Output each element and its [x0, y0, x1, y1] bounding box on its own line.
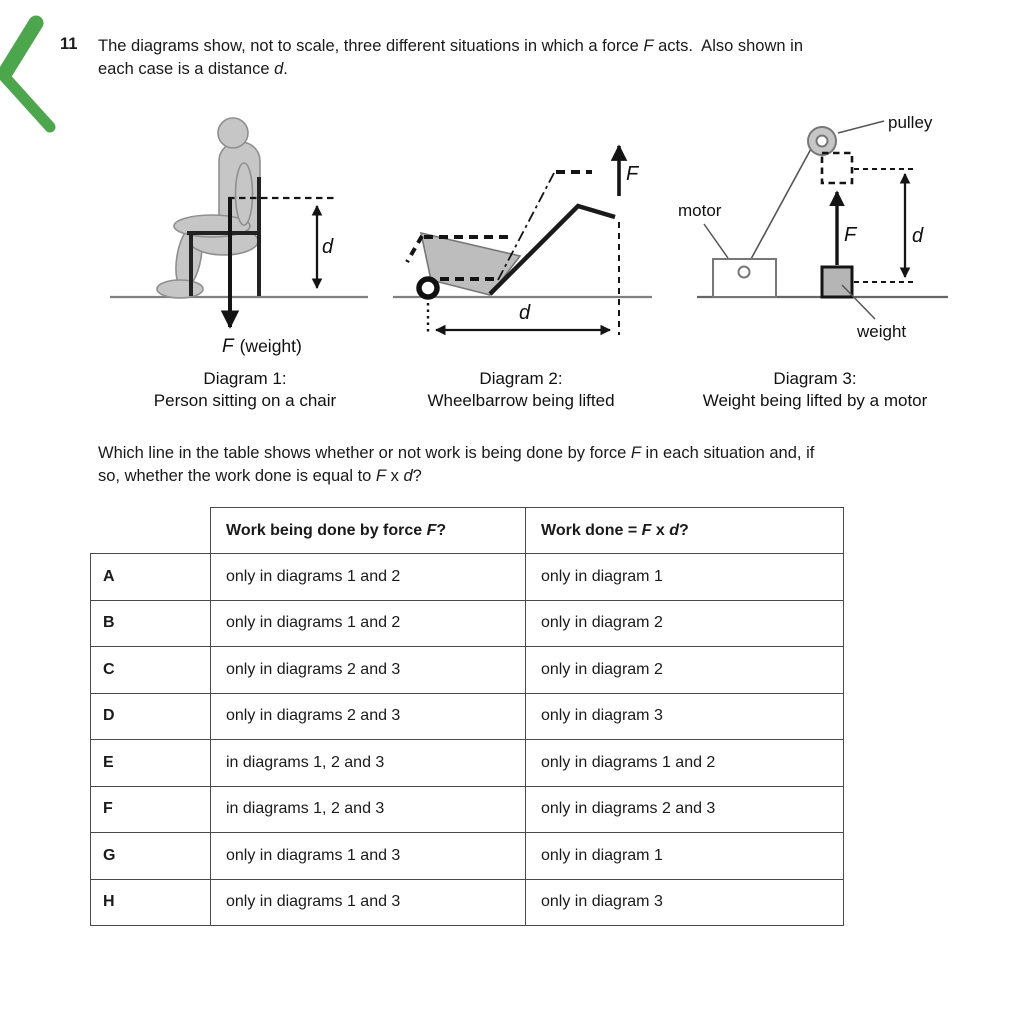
- pulley-axle: [817, 136, 828, 147]
- work-by-f-cell: only in diagrams 2 and 3: [211, 693, 526, 740]
- weight-final-position-dashed-box: [822, 153, 852, 183]
- work-by-f-cell: in diagrams 1, 2 and 3: [211, 740, 526, 787]
- distance-label-d1: d: [322, 236, 334, 258]
- option-letter: C: [91, 647, 211, 694]
- prompt-text: in each situation and, if: [640, 444, 815, 462]
- work-fxd-cell: only in diagram 1: [526, 833, 844, 880]
- pulley-leader-line: [838, 121, 884, 133]
- motor-leader-line: [704, 224, 728, 258]
- distance-label-d2: d: [519, 302, 531, 324]
- work-fxd-cell: only in diagram 2: [526, 647, 844, 694]
- diagram-2-title: Diagram 2:: [479, 369, 563, 388]
- header-work-done-by-f: [211, 508, 526, 554]
- person-figure: [157, 118, 260, 298]
- diagram-2-wheelbarrow: [393, 146, 652, 410]
- option-letter: H: [91, 879, 211, 926]
- work-by-f-cell: only in diagrams 1 and 2: [211, 600, 526, 647]
- option-letter: F: [91, 786, 211, 833]
- option-letter: E: [91, 740, 211, 787]
- table-row-B: [91, 600, 844, 647]
- work-by-f-cell: only in diagrams 1 and 2: [211, 554, 526, 601]
- intro-text: each case is a distance: [98, 59, 275, 78]
- work-by-f-cell: only in diagrams 1 and 3: [211, 833, 526, 880]
- header-text: Work done =: [541, 521, 642, 539]
- motor-spindle: [739, 267, 750, 278]
- distance-symbol: d: [669, 521, 679, 539]
- work-by-f-cell: only in diagrams 2 and 3: [211, 647, 526, 694]
- header-work-equals-fxd: [526, 508, 844, 554]
- force-symbol: F: [630, 444, 641, 462]
- option-letter: D: [91, 693, 211, 740]
- header-text: x: [651, 521, 670, 539]
- table-row-E: [91, 740, 844, 787]
- header-text: Work being done by force: [226, 521, 427, 539]
- diagram-1-person-on-chair: [110, 118, 368, 410]
- diagram-3-caption: Weight being lifted by a motor: [702, 391, 928, 410]
- weight-label: weight: [857, 322, 907, 341]
- work-fxd-cell: only in diagrams 1 and 2: [526, 740, 844, 787]
- force-symbol: F: [222, 336, 234, 357]
- work-fxd-cell: only in diagram 3: [526, 879, 844, 926]
- force-symbol: F: [641, 521, 652, 539]
- option-letter: A: [91, 554, 211, 601]
- diagram-1-title: Diagram 1:: [203, 369, 287, 388]
- force-label-weight-text: (weight): [239, 336, 302, 356]
- header-blank-cell: [91, 508, 211, 554]
- work-fxd-cell: only in diagram 2: [526, 600, 844, 647]
- force-label-d3: F: [844, 224, 857, 246]
- weight-block: [822, 267, 852, 297]
- prompt-text: x: [386, 466, 404, 485]
- prompt-text: Which line in the table shows whether or not work is being done by force: [98, 444, 631, 462]
- option-letter: B: [91, 600, 211, 647]
- header-text: ?: [678, 521, 689, 539]
- cable-line: [745, 147, 812, 270]
- weight-leader-line: [842, 285, 875, 319]
- diagrams-figure: [0, 0, 1019, 430]
- prompt-line-2: [98, 465, 814, 488]
- intro-text: .: [283, 59, 288, 78]
- force-label-d2: F: [626, 163, 639, 185]
- motor-label: motor: [678, 201, 722, 220]
- work-by-f-cell: only in diagrams 1 and 3: [211, 879, 526, 926]
- distance-symbol: d: [274, 59, 284, 78]
- diagram-2-caption: Wheelbarrow being lifted: [427, 391, 615, 410]
- work-by-f-cell: in diagrams 1, 2 and 3: [211, 786, 526, 833]
- wheelbarrow-handle-lifted: [490, 206, 615, 294]
- force-label-d1: [222, 336, 302, 357]
- prompt-text: so, whether the work done is equal to: [98, 466, 376, 485]
- prompt-text: ?: [412, 466, 422, 485]
- person-head: [218, 118, 248, 148]
- person-foot: [157, 280, 203, 298]
- intro-text: acts. Also shown in: [653, 37, 803, 55]
- answer-options-table: [90, 507, 844, 926]
- distance-symbol: d: [403, 466, 413, 485]
- header-text: ?: [436, 521, 447, 539]
- person-arm: [236, 163, 253, 225]
- intro-text: The diagrams show, not to scale, three different situations in which a force: [98, 37, 644, 55]
- table-row-H: [91, 879, 844, 926]
- force-symbol: F: [375, 466, 387, 485]
- work-fxd-cell: only in diagram 1: [526, 554, 844, 601]
- force-symbol: F: [643, 37, 654, 55]
- table-row-G: [91, 833, 844, 880]
- distance-label-d3: d: [912, 225, 924, 247]
- question-number: 11: [60, 35, 78, 53]
- diagram-1-caption: Person sitting on a chair: [153, 391, 337, 410]
- table-row-F: [91, 786, 844, 833]
- force-symbol: F: [426, 521, 437, 539]
- pulley-label: pulley: [888, 113, 933, 132]
- dashed-tray-left: [407, 236, 422, 262]
- work-fxd-cell: only in diagrams 2 and 3: [526, 786, 844, 833]
- table-row-C: [91, 647, 844, 694]
- wheelbarrow-wheel: [419, 279, 437, 297]
- diagram-3-motor-pulley: [678, 113, 948, 410]
- prompt-line-1: [98, 442, 814, 465]
- question-prompt: [98, 442, 814, 487]
- diagram-3-title: Diagram 3:: [773, 369, 857, 388]
- table-header-row: [91, 508, 844, 554]
- table-row-D: [91, 693, 844, 740]
- work-fxd-cell: only in diagram 3: [526, 693, 844, 740]
- table-row-A: [91, 554, 844, 601]
- option-letter: G: [91, 833, 211, 880]
